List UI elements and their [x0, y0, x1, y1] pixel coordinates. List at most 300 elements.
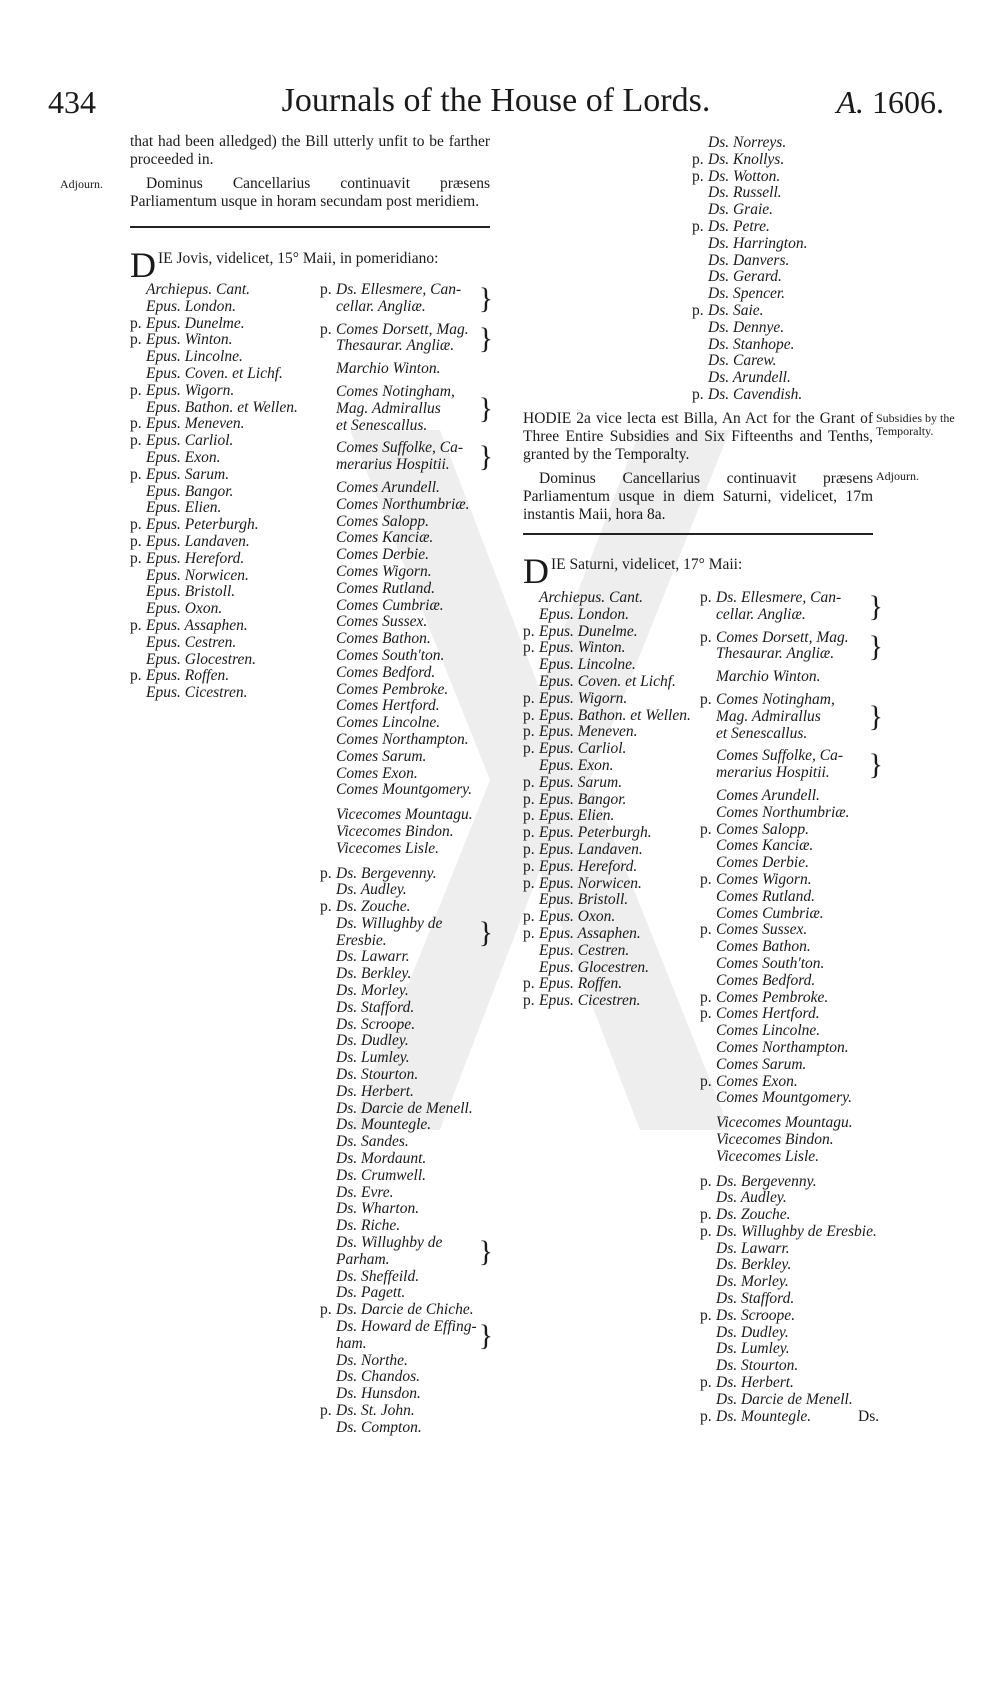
- brace-icon: }: [478, 440, 493, 474]
- attendance-row: [320, 807, 495, 824]
- attendance-row: [523, 792, 698, 809]
- member-name: Epus. Carliol.: [539, 740, 627, 758]
- attendance-row: [700, 906, 885, 923]
- session2-lay-lords-list: [700, 590, 885, 1425]
- member-name: Ds. Audley.: [716, 1189, 787, 1207]
- attendance-row: [700, 1132, 885, 1149]
- attendance-row: [320, 1101, 495, 1118]
- attendance-row: [692, 286, 872, 303]
- attendance-row: [320, 1033, 495, 1050]
- attendance-row: [130, 383, 300, 400]
- member-name: Ds. Pagett.: [336, 1284, 406, 1302]
- officer-text: Comes Suffolke, Ca-: [716, 747, 843, 765]
- attendance-row: [523, 775, 698, 792]
- member-name: Ds. Crumwell.: [336, 1166, 426, 1184]
- attendance-row: [700, 1023, 885, 1040]
- member-name: Comes Bedford.: [336, 663, 436, 681]
- attendance-row: [320, 1302, 495, 1319]
- attendance-row: [320, 966, 495, 983]
- attendance-row: [130, 584, 300, 601]
- attendance-row: [320, 1285, 495, 1302]
- presence-mark: p.: [523, 706, 535, 724]
- attendance-row: [130, 618, 300, 635]
- section-rule-2: [523, 533, 873, 535]
- officer-line: [320, 282, 495, 299]
- member-name: Ds. Berkley.: [716, 1256, 792, 1274]
- member-name: Ds. Bergevenny.: [716, 1172, 817, 1190]
- brace-icon: }: [478, 321, 493, 355]
- member-name: Comes Lincolne.: [716, 1022, 821, 1040]
- member-name: Ds. Danvers.: [708, 251, 790, 269]
- member-name: Ds. Darcie de Chiche.: [336, 1301, 474, 1319]
- attendance-row: [130, 517, 300, 534]
- member-name: Ds. Stourton.: [336, 1066, 419, 1084]
- member-name: Epus. Bristoll.: [146, 583, 236, 601]
- attendance-row: [523, 909, 698, 926]
- attendance-row: [130, 484, 300, 501]
- brace-icon: }: [478, 391, 493, 425]
- presence-mark: p.: [700, 690, 712, 708]
- attendance-row: [523, 674, 698, 691]
- attendance-row: [700, 1115, 885, 1132]
- attendance-row: [320, 983, 495, 1000]
- attendance-row: [700, 1090, 885, 1107]
- member-name: Comes Mountgomery.: [336, 781, 473, 799]
- member-name: Ds. Mountegle.: [716, 1407, 812, 1425]
- running-header: [40, 82, 952, 122]
- attendance-row: [130, 450, 300, 467]
- member-name: Epus. Landaven.: [539, 840, 643, 858]
- member-name: Ds. Evre.: [336, 1183, 394, 1201]
- officer-row: [320, 282, 495, 316]
- session1-barons-continued-list: [692, 135, 872, 404]
- attendance-row: [320, 1168, 495, 1185]
- officer-line: [700, 590, 885, 607]
- member-name: Ds. Audley.: [336, 881, 407, 899]
- presence-mark: p.: [700, 1407, 712, 1425]
- member-name: Comes Sarum.: [716, 1055, 807, 1073]
- member-name: Ds. Riche.: [336, 1217, 401, 1235]
- attendance-row: [700, 1040, 885, 1057]
- year-prefix: A.: [836, 84, 864, 120]
- attendance-row: [692, 253, 872, 270]
- member-name: Ds. Willughby de: [336, 914, 443, 932]
- officer-line: [320, 384, 495, 401]
- presence-mark: p.: [523, 857, 535, 875]
- attendance-row: [700, 1392, 885, 1409]
- attendance-row: [523, 876, 698, 893]
- attendance-row: [320, 1420, 495, 1437]
- attendance-row: [130, 685, 300, 702]
- presence-mark: p.: [130, 667, 142, 685]
- attendance-row: [523, 825, 698, 842]
- attendance-row: [320, 882, 495, 899]
- presence-mark: p.: [700, 628, 712, 646]
- attendance-row: [320, 1000, 495, 1017]
- attendance-row: [700, 1341, 885, 1358]
- member-name: Ds. Lumley.: [336, 1049, 410, 1067]
- officer-line: [700, 765, 885, 782]
- member-name-cont: ham.: [336, 1334, 367, 1352]
- attendance-row: [130, 400, 300, 417]
- attendance-row: [320, 1218, 495, 1235]
- presence-mark: p.: [700, 1374, 712, 1392]
- member-name: Marchio Winton.: [336, 360, 441, 378]
- member-name: Epus. Norwicen.: [539, 874, 642, 892]
- member-name: Epus. Lincolne.: [146, 348, 243, 366]
- member-name: Epus. Norwicen.: [146, 566, 249, 584]
- member-name: Archiepus. Cant.: [539, 589, 644, 606]
- attendance-row: [523, 607, 698, 624]
- member-name: Comes Northumbriæ.: [716, 803, 850, 821]
- member-name: Epus. London.: [146, 297, 236, 315]
- attendance-row: [523, 758, 698, 775]
- member-name: Epus. Hereford.: [146, 549, 245, 567]
- catchword: Ds.: [858, 1408, 880, 1425]
- member-name: Epus. Dunelme.: [146, 314, 245, 332]
- presence-mark: p.: [130, 532, 142, 550]
- member-name: Ds. Mordaunt.: [336, 1150, 427, 1168]
- member-name: Comes Bedford.: [716, 971, 816, 989]
- attendance-row: [523, 808, 698, 825]
- member-name: Comes Sarum.: [336, 747, 427, 765]
- attendance-row: [320, 899, 495, 916]
- attendance-row: [320, 514, 495, 531]
- member-name: Ds. Willughby de Eresbie.: [716, 1222, 877, 1240]
- attendance-row: [700, 956, 885, 973]
- attendance-row: [320, 866, 495, 883]
- running-year: [836, 84, 944, 121]
- attendance-row: [130, 635, 300, 652]
- presence-mark: p.: [692, 217, 704, 235]
- presence-mark: p.: [692, 385, 704, 403]
- presence-mark: p.: [130, 432, 142, 450]
- member-name: Epus. Wigorn.: [539, 689, 628, 707]
- attendance-row: [130, 500, 300, 517]
- presence-mark: p.: [130, 331, 142, 349]
- member-name: Vicecomes Lisle.: [716, 1147, 820, 1165]
- member-name: Comes Bathon.: [716, 938, 811, 956]
- member-name: Epus. Wigorn.: [146, 381, 235, 399]
- member-name: Ds. Herbert.: [336, 1082, 414, 1100]
- member-name: Archiepus. Cant.: [146, 281, 251, 298]
- member-name: Comes Exon.: [336, 764, 418, 782]
- attendance-row: [130, 332, 300, 349]
- member-name: Comes Rutland.: [336, 579, 436, 597]
- presence-mark: p.: [320, 1402, 332, 1419]
- margin-note-subsidies: Subsidies by the Temporalty.: [876, 411, 955, 438]
- member-name: Epus. Bangor.: [539, 790, 627, 808]
- member-name: Epus. Roffen.: [539, 975, 623, 993]
- member-name: Comes Pembroke.: [336, 680, 449, 698]
- brace-icon: }: [868, 629, 883, 663]
- attendance-row: [692, 185, 872, 202]
- attendance-row: [320, 766, 495, 783]
- attendance-row: [130, 668, 300, 685]
- officer-text: Thesaurar. Angliæ.: [716, 645, 835, 663]
- member-name: Ds. St. John.: [336, 1402, 415, 1419]
- attendance-row: [700, 805, 885, 822]
- officer-line: [700, 726, 885, 743]
- attendance-row: [130, 316, 300, 333]
- attendance-row: [130, 433, 300, 450]
- presence-mark: p.: [700, 1005, 712, 1023]
- attendance-row: [700, 855, 885, 872]
- attendance-row: [320, 1403, 495, 1420]
- attendance-row: [700, 973, 885, 990]
- attendance-row: [692, 387, 872, 404]
- officer-line: [700, 692, 885, 709]
- member-name: Epus. Landaven.: [146, 532, 250, 550]
- member-name: Ds. Dennye.: [708, 318, 785, 336]
- attendance-row: [692, 135, 872, 152]
- officer-line: [320, 457, 495, 474]
- member-name: Ds. Darcie de Menell.: [716, 1390, 853, 1408]
- attendance-row: [692, 337, 872, 354]
- member-name: Epus. Coven. et Lichf.: [146, 364, 283, 382]
- attendance-row: [130, 601, 300, 618]
- officer-line: [700, 748, 885, 765]
- attendance-row: [320, 1235, 495, 1269]
- member-name: Ds. Spencer.: [708, 285, 786, 303]
- officer-row: [320, 440, 495, 474]
- presence-mark: p.: [320, 320, 332, 338]
- member-name: Ds. Morley.: [336, 982, 409, 1000]
- member-name: Vicecomes Lisle.: [336, 839, 440, 857]
- attendance-row: [700, 1274, 885, 1291]
- attendance-row: [320, 1084, 495, 1101]
- member-name: Ds. Zouche.: [716, 1206, 791, 1224]
- presence-mark: p.: [130, 381, 142, 399]
- member-name: Ds. Cavendish.: [708, 385, 803, 403]
- attendance-row: [700, 1257, 885, 1274]
- member-name: Epus. Assaphen.: [146, 616, 248, 634]
- member-name: Epus. Elien.: [539, 807, 615, 825]
- attendance-row: [320, 631, 495, 648]
- presence-mark: p.: [700, 988, 712, 1006]
- brace-icon: }: [478, 1235, 493, 1269]
- opening-paragraph: that had been alledged) the Bill utterly unfit to be farther proceeded in.: [130, 133, 490, 168]
- presence-mark: p.: [700, 1206, 712, 1224]
- attendance-row: [320, 1117, 495, 1134]
- attendance-row: [523, 892, 698, 909]
- attendance-row: [320, 732, 495, 749]
- presence-mark: p.: [700, 820, 712, 838]
- attendance-row: [320, 1134, 495, 1151]
- officer-row: [700, 692, 885, 742]
- attendance-row: [523, 724, 698, 741]
- member-name: Ds. Berkley.: [336, 965, 412, 983]
- attendance-row: [523, 590, 698, 607]
- officer-text: Ds. Ellesmere, Can-: [716, 589, 842, 606]
- presence-mark: p.: [523, 773, 535, 791]
- presence-mark: p.: [700, 1172, 712, 1190]
- member-name: Ds. Stanhope.: [708, 335, 795, 353]
- attendance-row: [320, 1269, 495, 1286]
- section-rule-1: [130, 226, 490, 228]
- presence-mark: p.: [130, 616, 142, 634]
- member-name: Ds. Willughby de: [336, 1234, 443, 1252]
- member-name: Comes Sussex.: [716, 921, 808, 939]
- attendance-row: [320, 782, 495, 799]
- officer-line: [320, 440, 495, 457]
- member-name: Epus. Sarum.: [146, 465, 230, 483]
- attendance-row: [320, 1067, 495, 1084]
- member-name: Comes Wigorn.: [336, 562, 432, 580]
- member-name: Comes Arundell.: [716, 786, 820, 804]
- presence-mark: p.: [523, 908, 535, 926]
- attendance-row: [320, 1050, 495, 1067]
- member-name: Comes Wigorn.: [716, 870, 812, 888]
- presence-mark: p.: [523, 874, 535, 892]
- officer-row: [700, 590, 885, 624]
- member-name: Epus. Bathon. et Wellen.: [146, 398, 298, 416]
- attendance-row: [320, 665, 495, 682]
- member-name: Epus. Cestren.: [146, 633, 237, 651]
- attendance-row: [692, 320, 872, 337]
- presence-mark: p.: [700, 921, 712, 939]
- attendance-row: [700, 1358, 885, 1375]
- presence-mark: p.: [130, 549, 142, 567]
- attendance-row: [700, 1207, 885, 1224]
- member-name: Comes Salopp.: [336, 512, 429, 530]
- attendance-row: [700, 1291, 885, 1308]
- officer-line: [320, 401, 495, 418]
- member-name: Ds. Scroope.: [336, 1015, 416, 1033]
- officer-text: merarius Hospitii.: [716, 764, 830, 782]
- member-name: Ds. Chandos.: [336, 1368, 420, 1386]
- attendance-row: [692, 236, 872, 253]
- member-name-cont: Parham.: [336, 1250, 390, 1268]
- member-name: Epus. Glocestren.: [146, 650, 257, 668]
- presence-mark: p.: [692, 167, 704, 185]
- attendance-row: [320, 682, 495, 699]
- member-name: Ds. Darcie de Menell.: [336, 1099, 473, 1117]
- attendance-row: [700, 1006, 885, 1023]
- attendance-row: [523, 943, 698, 960]
- officer-text: et Senescallus.: [336, 416, 428, 434]
- attendance-row: [700, 1375, 885, 1392]
- member-name: Vicecomes Mountagu.: [336, 806, 473, 824]
- attendance-row: [700, 939, 885, 956]
- officer-row: [700, 748, 885, 782]
- session2-heading-text: IE Saturni, videlicet, 17° Maii:: [551, 556, 743, 573]
- attendance-row: [700, 1325, 885, 1342]
- presence-mark: p.: [320, 281, 332, 298]
- attendance-row: [523, 741, 698, 758]
- member-name: Ds. Saie.: [708, 301, 764, 319]
- brace-icon: }: [868, 590, 883, 623]
- officer-text: Comes Suffolke, Ca-: [336, 439, 463, 457]
- member-name: Ds. Graie.: [708, 201, 774, 219]
- member-name: Epus. Coven. et Lichf.: [539, 672, 676, 690]
- officer-line: [320, 299, 495, 316]
- officer-row: [320, 322, 495, 356]
- attendance-row: [700, 838, 885, 855]
- member-name: Comes Pembroke.: [716, 988, 829, 1006]
- attendance-row: [700, 788, 885, 805]
- left-top-text: [130, 133, 490, 211]
- member-name: Epus. Winton.: [146, 331, 233, 349]
- attendance-row: [130, 534, 300, 551]
- presence-mark: p.: [130, 415, 142, 433]
- attendance-row: [523, 926, 698, 943]
- attendance-row: [700, 1074, 885, 1091]
- session1-dropcap: D: [130, 245, 156, 285]
- right-middle-text: [523, 410, 873, 524]
- member-name: Ds. Northe.: [336, 1351, 408, 1369]
- attendance-row: [692, 152, 872, 169]
- member-name: Ds. Mountegle.: [336, 1116, 432, 1134]
- attendance-row: [692, 169, 872, 186]
- attendance-row: [320, 1185, 495, 1202]
- adjourn-paragraph-1: Dominus Cancellarius continuavit præsens Parliamentum usque in horam secundam post meridiem.: [130, 175, 490, 210]
- officer-text: Comes Dorsett, Mag.: [336, 320, 469, 338]
- officer-line: [700, 646, 885, 663]
- attendance-row: [320, 749, 495, 766]
- running-title: Journals of the House of Lords.: [281, 82, 711, 119]
- attendance-row: [320, 530, 495, 547]
- attendance-row: [692, 269, 872, 286]
- attendance-row: [320, 841, 495, 858]
- officer-text: et Senescallus.: [716, 724, 808, 742]
- officer-line: [700, 630, 885, 647]
- presence-mark: p.: [523, 790, 535, 808]
- member-name: Epus. Cicestren.: [539, 992, 641, 1010]
- member-name: Epus. London.: [539, 605, 629, 623]
- member-name: Comes Bathon.: [336, 630, 431, 648]
- officer-text: cellar. Angliæ.: [336, 297, 426, 315]
- attendance-row: [700, 822, 885, 839]
- attendance-row: [692, 202, 872, 219]
- officer-text: merarius Hospitii.: [336, 456, 450, 474]
- brace-icon: }: [478, 915, 493, 949]
- attendance-row: [523, 842, 698, 859]
- member-name: Epus. Bangor.: [146, 482, 234, 500]
- attendance-row: [320, 1353, 495, 1370]
- member-name: Comes South'ton.: [716, 954, 825, 972]
- officer-text: cellar. Angliæ.: [716, 605, 806, 623]
- member-name: Epus. Cicestren.: [146, 684, 248, 702]
- presence-mark: p.: [692, 150, 704, 168]
- member-name: Epus. Meneven.: [539, 723, 638, 741]
- attendance-row: [130, 568, 300, 585]
- member-name: Vicecomes Mountagu.: [716, 1114, 853, 1132]
- attendance-row: [692, 353, 872, 370]
- attendance-row: [700, 872, 885, 889]
- member-name: Ds. Lawarr.: [336, 948, 410, 966]
- session2-bishops-list: [523, 590, 698, 1010]
- attendance-row: [320, 480, 495, 497]
- attendance-row: [320, 581, 495, 598]
- session1-bishops-list: [130, 282, 300, 702]
- officer-line: [700, 709, 885, 726]
- session2-heading: [523, 551, 873, 591]
- member-name: Ds. Arundell.: [708, 369, 791, 387]
- member-name-cont: Eresbie.: [336, 931, 387, 949]
- member-name: Epus. Carliol.: [146, 432, 234, 450]
- member-name: Ds. Howard de Effing-: [336, 1318, 477, 1336]
- member-name: Comes South'ton.: [336, 646, 445, 664]
- attendance-row: [130, 366, 300, 383]
- officer-line: [700, 607, 885, 624]
- presence-mark: p.: [700, 870, 712, 888]
- presence-mark: p.: [523, 622, 535, 640]
- presence-mark: p.: [130, 314, 142, 332]
- attendance-row: [320, 824, 495, 841]
- member-name: Ds. Carew.: [708, 352, 777, 370]
- member-name: Epus. Bristoll.: [539, 891, 629, 909]
